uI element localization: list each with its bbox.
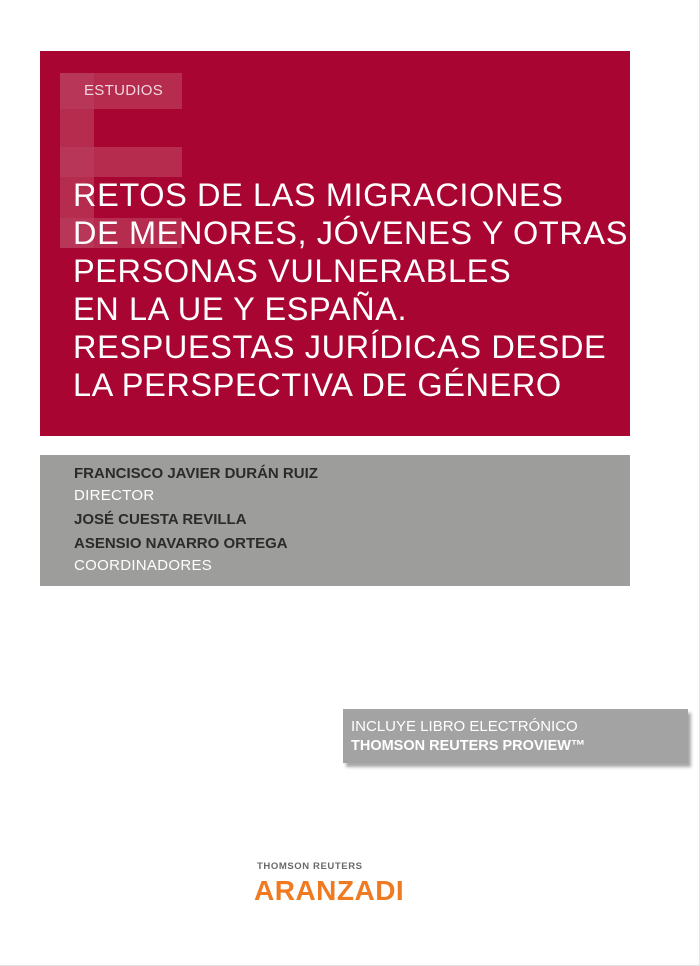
ebook-badge-line2: THOMSON REUTERS PROVIEW™ — [351, 738, 586, 754]
coordinator-name: JOSÉ CUESTA REVILLA — [74, 511, 247, 528]
publisher-logo: ARANZADI — [254, 875, 405, 906]
coordinator-name: ASENSIO NAVARRO ORTEGA — [74, 535, 288, 552]
series-label: ESTUDIOS — [84, 82, 164, 99]
publisher-parent: THOMSON REUTERS — [257, 861, 363, 872]
e-arm-middle — [60, 147, 182, 177]
title-line: RESPUESTAS JURÍDICAS DESDE — [73, 329, 607, 365]
title-line: PERSONAS VULNERABLES — [73, 253, 512, 289]
title-line: LA PERSPECTIVA DE GÉNERO — [73, 367, 562, 403]
book-title — [73, 176, 628, 404]
title-panel — [40, 51, 630, 436]
title-line: DE MENORES, JÓVENES Y OTRAS — [73, 215, 628, 251]
director-name: FRANCISCO JAVIER DURÁN RUIZ — [74, 465, 318, 482]
ebook-badge — [343, 709, 688, 763]
title-line: RETOS DE LAS MIGRACIONES — [73, 177, 564, 213]
coordinators-role: COORDINADORES — [74, 557, 213, 574]
ebook-badge-line1: INCLUYE LIBRO ELECTRÓNICO — [351, 718, 578, 735]
director-role: DIRECTOR — [74, 487, 155, 504]
title-line: EN LA UE Y ESPAÑA. — [73, 291, 408, 327]
authors-panel — [40, 455, 630, 586]
